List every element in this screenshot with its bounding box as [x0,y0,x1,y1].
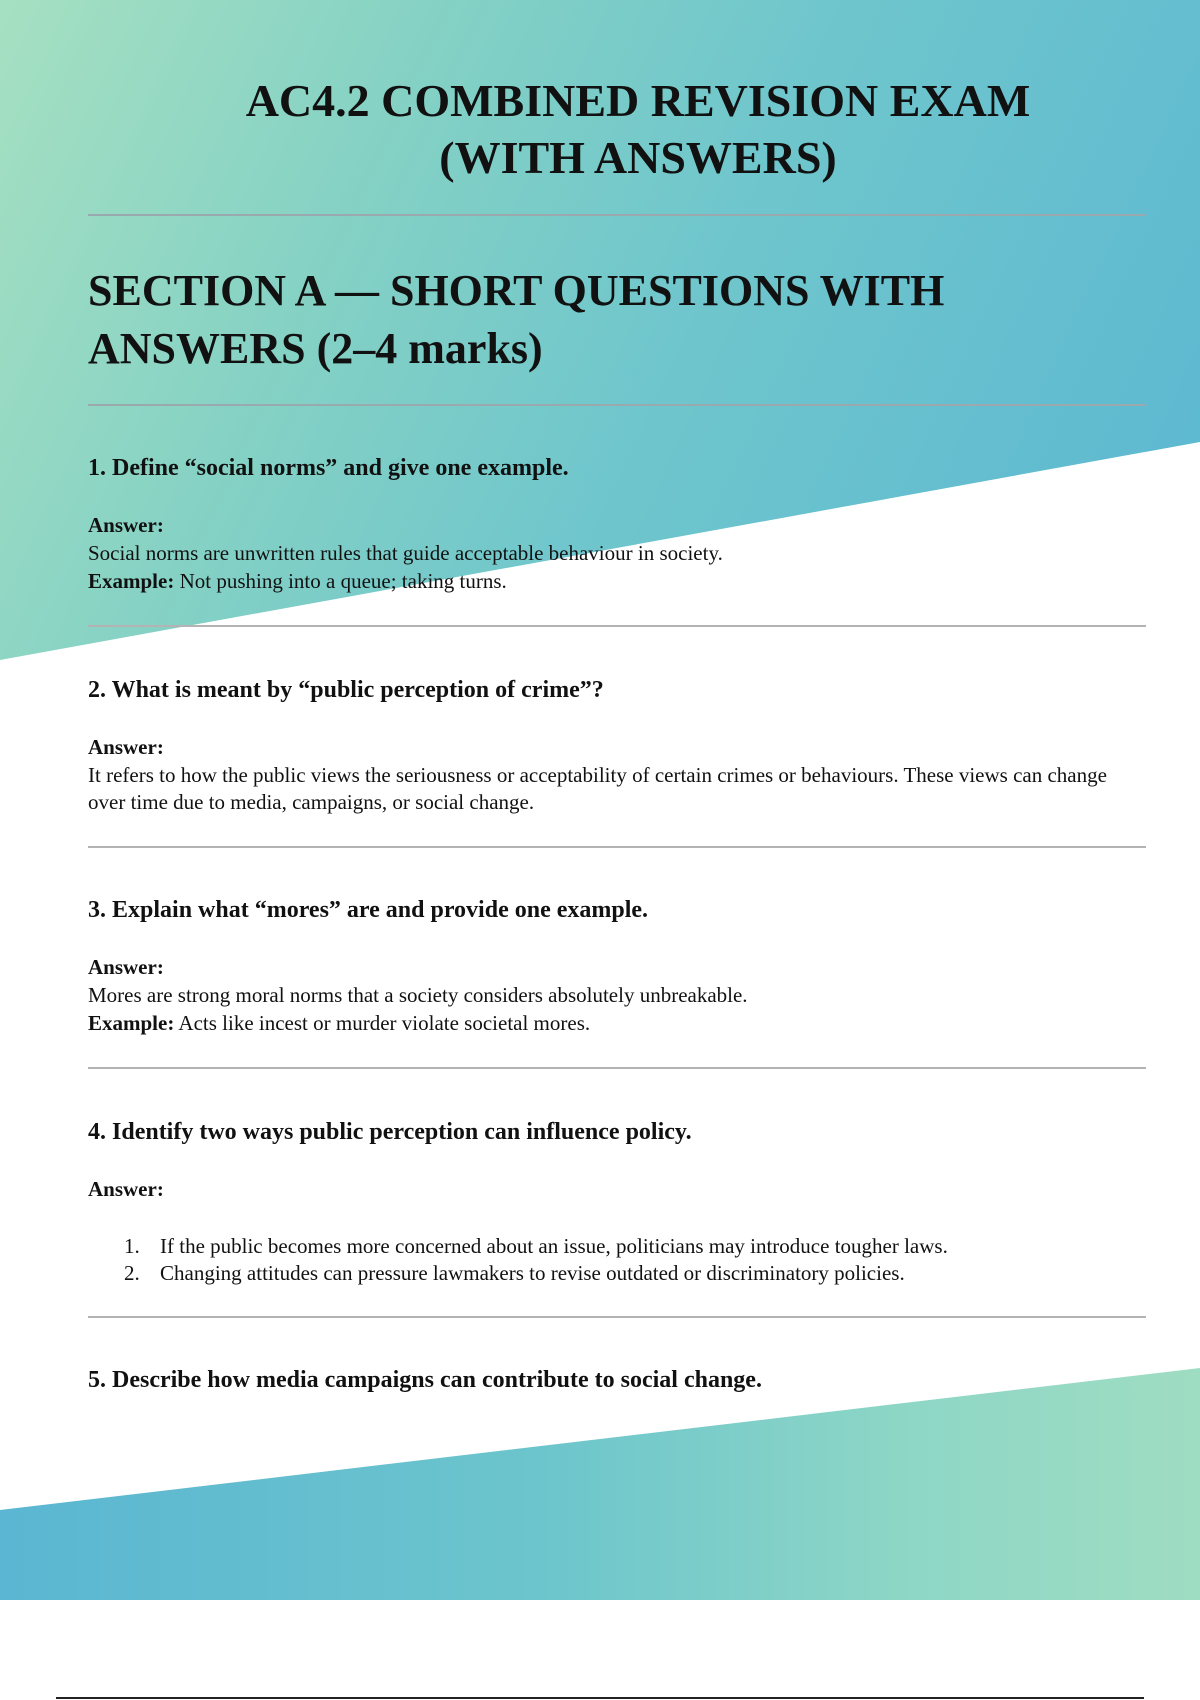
question-3-title: 3. Explain what “mores” are and provide one example. [88,897,649,923]
question-4-answer-list [124,1233,948,1287]
footer-background-band [0,1368,1200,1600]
question-3-example [88,1010,1108,1037]
question-4-answer-label: Answer: [88,1177,164,1201]
list-item-number: 2. [124,1261,140,1285]
list-item-text: If the public becomes more concerned about an issue, politicians may introduce tougher laws. [160,1234,948,1258]
question-5-title: 5. Describe how media campaigns can contribute to social change. [88,1367,762,1393]
question-1-answer-text: Social norms are unwritten rules that guide acceptable behaviour in society. [88,541,723,565]
example-label: Example: [88,569,175,593]
question-1-example [88,568,1108,595]
question-1-answer-label: Answer: [88,513,164,537]
divider [88,404,1146,406]
question-3-answer-label: Answer: [88,955,164,979]
divider [88,214,1146,216]
question-4-title: 4. Identify two ways public perception can influence policy. [88,1119,692,1145]
document-title-line-1: AC4.2 COMBINED REVISION EXAM [245,75,1031,126]
list-item [124,1233,948,1260]
document-title [238,72,1038,186]
question-3-example-text: Acts like incest or murder violate societal mores. [174,1011,591,1035]
question-1-example-text: Not pushing into a queue; taking turns. [174,569,507,593]
example-label: Example: [88,1011,175,1035]
section-a-title: SECTION A — SHORT QUESTIONS WITH ANSWERS (2–4 marks) [88,266,945,373]
divider [88,846,1146,848]
question-1-title: 1. Define “social norms” and give one example. [88,455,569,481]
list-item [124,1260,948,1287]
list-item-number: 1. [124,1234,140,1258]
divider [88,1067,1146,1069]
question-2-answer-label: Answer: [88,735,164,759]
list-item-text: Changing attitudes can pressure lawmakers to revise outdated or discriminatory policies. [160,1261,905,1285]
divider [88,1316,1146,1318]
document-title-line-2: (WITH ANSWERS) [439,132,837,183]
question-2-title: 2. What is meant by “public perception of crime”? [88,677,604,703]
question-2-answer-text: It refers to how the public views the seriousness or acceptability of certain crimes or behaviours. These views can change over time due to media, campaigns, or social change. [88,763,1107,814]
question-3-answer-text: Mores are strong moral norms that a society considers absolutely unbreakable. [88,983,748,1007]
page-bottom-rule [56,1697,1144,1699]
divider [88,625,1146,627]
